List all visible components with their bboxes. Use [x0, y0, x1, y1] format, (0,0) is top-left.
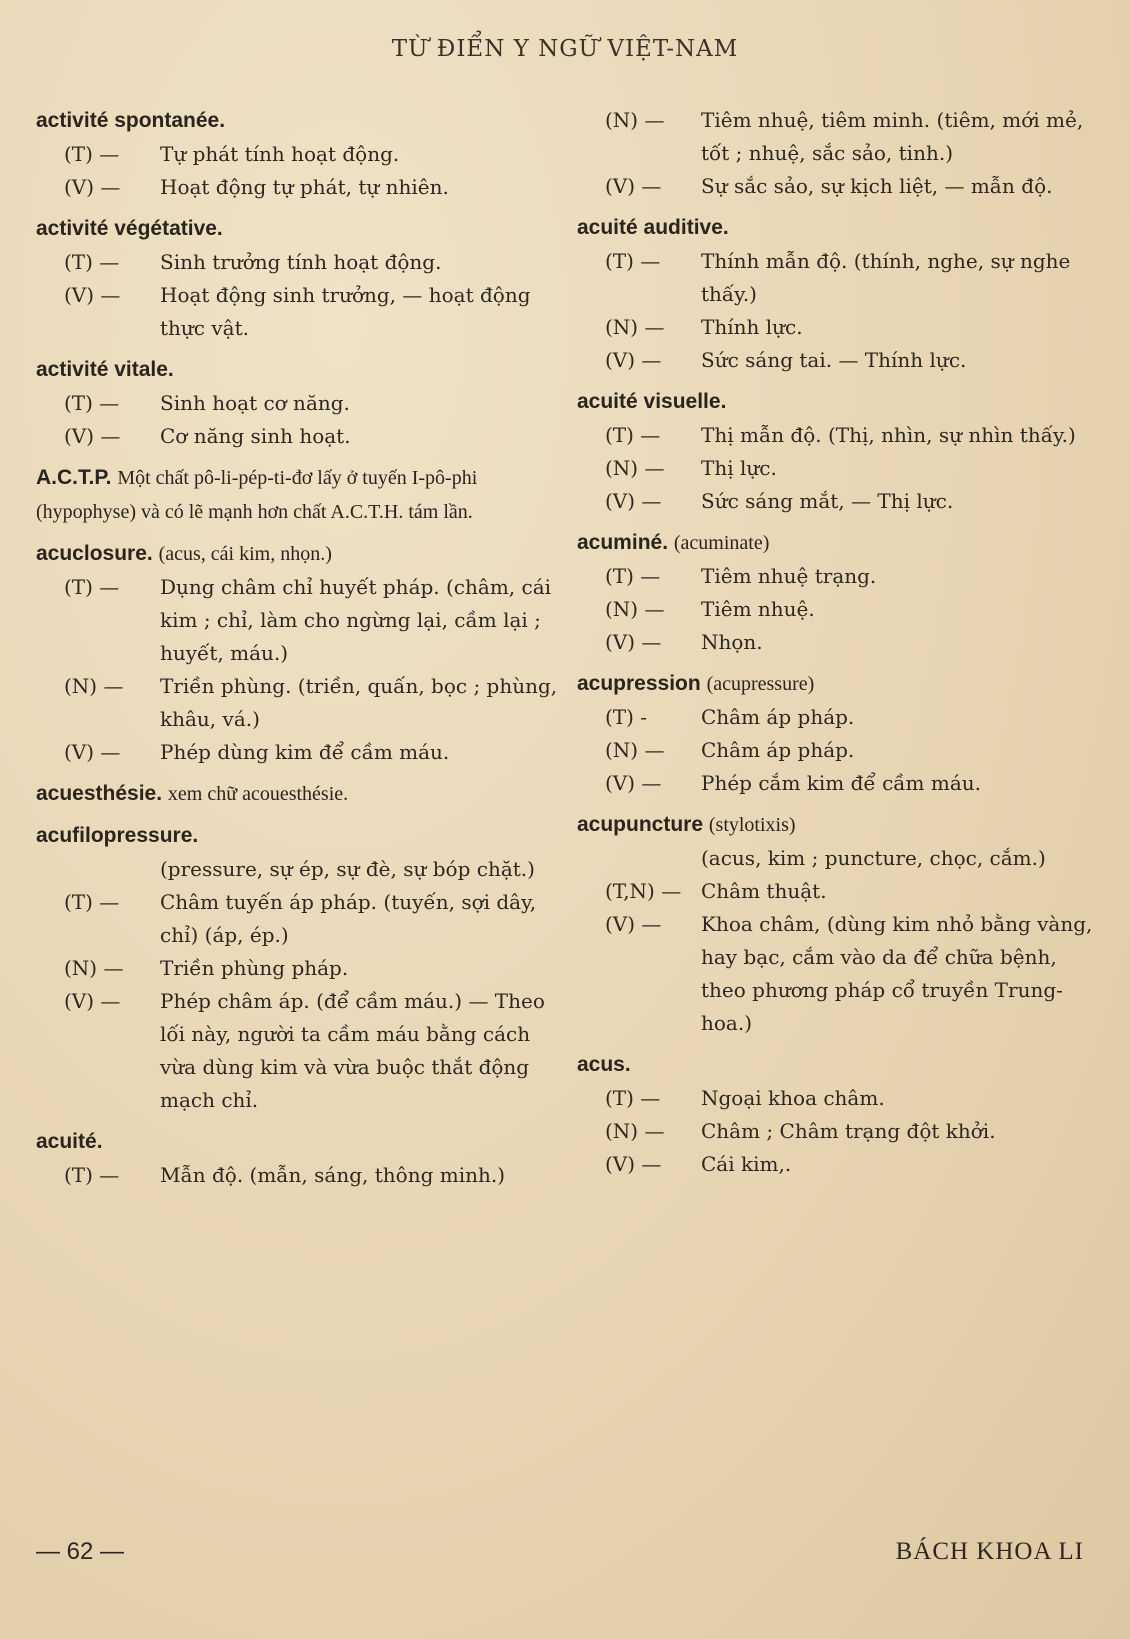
definition-text: Cái kim,. [701, 1152, 792, 1176]
definition-line [605, 1148, 1097, 1181]
definition-line [64, 420, 561, 453]
entry-headword [577, 808, 1097, 842]
headword-note: (acus, cái kim, nhọn.) [158, 543, 332, 565]
definition-text: Thính lực. [701, 315, 803, 339]
definition-line [605, 245, 1097, 311]
language-tag: (N) — [605, 738, 665, 762]
language-tag: (T) — [605, 423, 661, 447]
language-tag: (N) — [64, 674, 124, 698]
dictionary-entry [36, 461, 561, 529]
entry-headword [577, 526, 1097, 560]
language-tag: (V) — [64, 989, 121, 1013]
definition-text: Phép cắm kim để cầm máu. [701, 771, 981, 795]
entry-headword [36, 212, 561, 246]
language-tag: (N) — [605, 456, 665, 480]
headword-term: activité vitale. [36, 358, 174, 381]
language-tag: (N) — [64, 956, 124, 980]
headword-term: A.C.T.P. [36, 466, 112, 489]
dictionary-entry [36, 212, 561, 345]
entry-headword [36, 1125, 561, 1159]
language-tag: (V) — [605, 630, 662, 654]
headword-term: acus. [577, 1053, 631, 1076]
language-tag: (T) - [605, 705, 648, 729]
language-tag: (T) — [605, 249, 661, 273]
definition-line [605, 593, 1097, 626]
definition-text: Thị lực. [701, 456, 777, 480]
definition-line [64, 571, 561, 670]
entry-headword [36, 819, 561, 853]
definition-text: Triền phùng. (triền, quấn, bọc ; phùng, khâu, vá.) [160, 674, 558, 731]
headword-note: (acuminate) [673, 532, 770, 554]
definition-line [605, 344, 1097, 377]
headword-term: acufilopressure. [36, 824, 199, 847]
entry-headword [577, 1048, 1097, 1082]
running-header: TỪ ĐIỂN Y NGỮ VIỆT-NAM [391, 36, 739, 62]
definition-line [605, 701, 1097, 734]
language-tag: (T) — [605, 564, 661, 588]
definition-line [64, 952, 561, 985]
headword-note: xem chữ acouesthésie. [167, 783, 349, 805]
language-tag: (V) — [64, 424, 121, 448]
dictionary-entry [577, 526, 1097, 659]
etymology-note: (pressure, sự ép, sự đè, sự bóp chặt.) [160, 857, 535, 881]
language-tag: (V) — [605, 174, 662, 198]
dictionary-entry [36, 777, 561, 811]
definition-line [64, 1159, 561, 1192]
definition-text: Phép dùng kim để cầm máu. [160, 740, 450, 764]
entry-headword [36, 537, 561, 571]
etymology-note: (acus, kim ; puncture, chọc, cắm.) [701, 846, 1046, 870]
definition-text: Thị mẫn độ. (Thị, nhìn, sự nhìn thấy.) [701, 423, 1076, 447]
definition-line [605, 875, 1097, 908]
dictionary-entry [36, 537, 561, 769]
definition-text: Sinh trưởng tính hoạt động. [160, 250, 442, 274]
definition-text: Sức sáng tai. — Thính lực. [701, 348, 967, 372]
definition-line [64, 171, 561, 204]
definition-line [64, 886, 561, 952]
definition-text: Tiêm nhuệ trạng. [701, 564, 877, 588]
dictionary-entry [36, 353, 561, 453]
language-tag: (V) — [605, 1152, 662, 1176]
definition-text: Châm áp pháp. [701, 705, 855, 729]
definition-line [64, 246, 561, 279]
definition-line [605, 311, 1097, 344]
headword-term: acuité visuelle. [577, 390, 727, 413]
definition-text: Dụng châm chỉ huyết pháp. (châm, cái kim ; chỉ, làm cho ngừng lại, cầm lại ; huyết, máu.) [160, 575, 552, 665]
entry-headword [577, 385, 1097, 419]
definition-line [64, 387, 561, 420]
entry-headword [36, 461, 561, 529]
definition-text: Ngoại khoa châm. [701, 1086, 885, 1110]
language-tag: (T) — [64, 391, 120, 415]
language-tag: (T,N) — [605, 879, 682, 903]
definition-line [64, 670, 561, 736]
headword-term: activité végétative. [36, 217, 223, 240]
dictionary-entry [577, 385, 1097, 518]
language-tag: (T) — [605, 1086, 661, 1110]
definition-line [605, 419, 1097, 452]
definition-text: Tiêm nhuệ. [701, 597, 815, 621]
definition-text: Tự phát tính hoạt động. [160, 142, 400, 166]
definition-line [605, 485, 1097, 518]
headword-term: acuité. [36, 1130, 103, 1153]
definition-text: Sức sáng mắt, — Thị lực. [701, 489, 954, 513]
language-tag: (T) — [64, 575, 120, 599]
language-tag: (N) — [605, 597, 665, 621]
definition-line [605, 908, 1097, 1040]
dictionary-entry [36, 1125, 561, 1192]
definition-text: Tiêm nhuệ, tiêm minh. (tiêm, mới mẻ, tốt ; nhuệ, sắc sảo, tinh.) [701, 108, 1084, 165]
entry-headword [577, 211, 1097, 245]
definition-text: Châm ; Châm trạng đột khởi. [701, 1119, 996, 1143]
definition-line [605, 560, 1097, 593]
headword-term: acupuncture [577, 813, 704, 836]
definition-line [605, 734, 1097, 767]
headword-note: Một chất pô-li-pép-ti-đơ lấy ở tuyến I-pô-phi (hypophyse) và có lẽ mạnh hơn chất A.C.T.H. tám lần. [36, 467, 478, 523]
right-column [577, 104, 1097, 1189]
dictionary-entry [36, 819, 561, 1117]
definition-text: Phép châm áp. (để cầm máu.) — Theo lối này, người ta cầm máu bằng cách vừa dùng kim và vừa buộc thắt động mạch chỉ. [160, 989, 545, 1112]
dictionary-entry [577, 808, 1097, 1040]
language-tag: (N) — [605, 108, 665, 132]
definition-text: Nhọn. [701, 630, 763, 654]
definition-line [605, 1082, 1097, 1115]
headword-term: activité spontanée. [36, 109, 226, 132]
dictionary-entry [577, 211, 1097, 377]
headword-term: acuité auditive. [577, 216, 729, 239]
definition-text: Hoạt động sinh trưởng, — hoạt động thực vật. [160, 283, 531, 340]
definition-text: Sự sắc sảo, sự kịch liệt, — mẫn độ. [701, 174, 1053, 198]
definition-line [64, 279, 561, 345]
language-tag: (T) — [64, 250, 120, 274]
language-tag: (V) — [605, 489, 662, 513]
language-tag: (N) — [605, 1119, 665, 1143]
definition-line [605, 767, 1097, 800]
entry-headword [36, 353, 561, 387]
entry-headword [577, 667, 1097, 701]
definition-text: Châm tuyến áp pháp. (tuyến, sợi dây, chỉ) (áp, ép.) [160, 890, 537, 947]
definition-line [605, 626, 1097, 659]
definition-text: Cơ năng sinh hoạt. [160, 424, 351, 448]
language-tag: (V) — [605, 771, 662, 795]
definition-text: Thính mẫn độ. (thính, nghe, sự nghe thấy.) [701, 249, 1071, 306]
definition-text: Mẫn độ. (mẫn, sáng, thông minh.) [160, 1163, 506, 1187]
definition-text: Triền phùng pháp. [160, 956, 349, 980]
definition-line [605, 104, 1097, 170]
headword-term: acupression [577, 672, 701, 695]
language-tag: (V) — [605, 912, 662, 936]
left-column [36, 104, 561, 1200]
language-tag: (V) — [64, 283, 121, 307]
definition-line [605, 452, 1097, 485]
headword-note: (stylotixis) [708, 814, 796, 836]
definition-line [605, 1115, 1097, 1148]
language-tag: (N) — [605, 315, 665, 339]
definition-line [64, 138, 561, 171]
language-tag: (T) — [64, 890, 120, 914]
dictionary-entry [577, 104, 1097, 203]
language-tag: (V) — [64, 740, 121, 764]
definition-line [64, 736, 561, 769]
definition-text: Hoạt động tự phát, tự nhiên. [160, 175, 449, 199]
entry-headword [36, 777, 561, 811]
headword-term: acuminé. [577, 531, 669, 554]
definition-text: Châm thuật. [701, 879, 827, 903]
entry-headword [36, 104, 561, 138]
definition-line [64, 985, 561, 1117]
headword-term: acuesthésie. [36, 782, 163, 805]
definition-text: Sinh hoạt cơ năng. [160, 391, 350, 415]
definition-text: Châm áp pháp. [701, 738, 855, 762]
headword-term: acuclosure. [36, 542, 153, 565]
language-tag: (V) — [605, 348, 662, 372]
page-number: — 62 — [36, 1538, 125, 1565]
definition-line [605, 170, 1097, 203]
language-tag: (V) — [64, 175, 121, 199]
dictionary-entry [577, 667, 1097, 800]
headword-note: (acupressure) [706, 673, 815, 695]
language-tag: (T) — [64, 142, 120, 166]
dictionary-entry [577, 1048, 1097, 1181]
language-tag: (T) — [64, 1163, 120, 1187]
dictionary-entry [36, 104, 561, 204]
magazine-name: BÁCH KHOA LI [895, 1538, 1084, 1565]
definition-text: Khoa châm, (dùng kim nhỏ bằng vàng, hay bạc, cắm vào da để chữa bệnh, theo phương pháp cổ truyền Trung-hoa.) [701, 912, 1093, 1035]
